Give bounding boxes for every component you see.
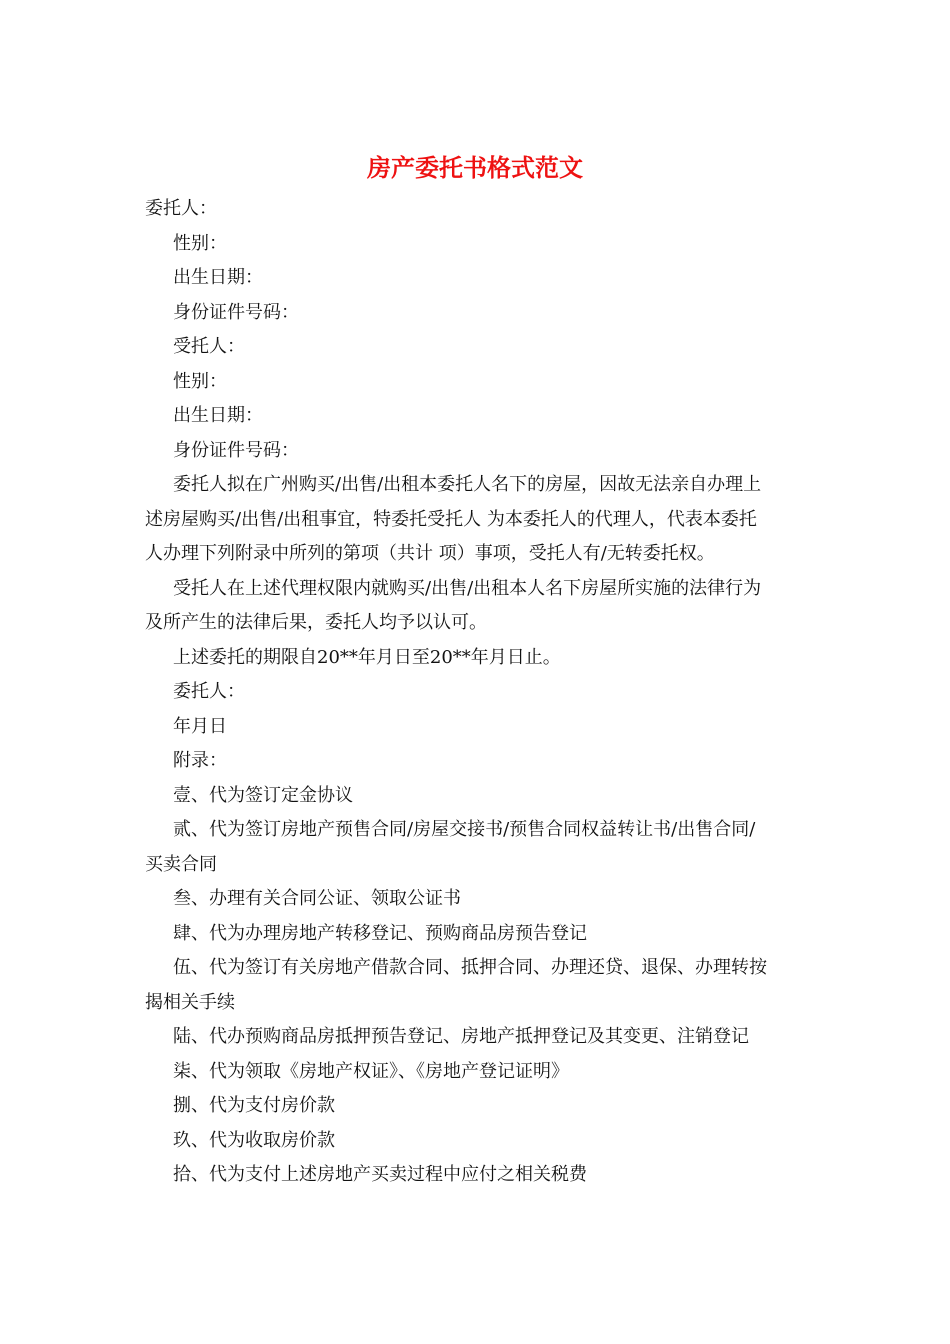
principal-label: 委托人： bbox=[145, 198, 217, 219]
appendix-item: 陆、代办预购商品房抵押预告登记、房地产抵押登记及其变更、注销登记 bbox=[173, 1026, 749, 1047]
appendix-item: 柒、代为领取《房地产权证》、《房地产登记证明》 bbox=[173, 1060, 569, 1082]
liability-paragraph bbox=[145, 572, 810, 641]
signature-label: 委托人： bbox=[173, 681, 245, 702]
paragraph-line: 及所产生的法律后果，委托人均予以认可。 bbox=[145, 612, 487, 633]
agent-birthdate-field: 出生日期： bbox=[173, 405, 263, 426]
principal-gender-field: 性别： bbox=[173, 232, 227, 254]
appendix-item: 拾、代为支付上述房地产买卖过程中应付之相关税费 bbox=[173, 1164, 587, 1185]
appendix-item: 捌、代为支付房价款 bbox=[173, 1095, 335, 1116]
appendix-item: 玖、代为收取房价款 bbox=[173, 1129, 335, 1151]
appendix-item-continuation: 买卖合同 bbox=[145, 853, 217, 875]
paragraph-line: 述房屋购买/出售/出租事宜，特委托受托人 为本委托人的代理人，代表本委托 bbox=[145, 508, 757, 530]
appendix-item: 壹、代为签订定金协议 bbox=[173, 784, 353, 806]
paragraph-line: 受托人在上述代理权限内就购买/出售/出租本人名下房屋所实施的法律行为 bbox=[173, 577, 762, 599]
term-paragraph: 上述委托的期限自20**年月日至20**年月日止。 bbox=[173, 646, 561, 668]
agent-label: 受托人： bbox=[173, 336, 245, 357]
agent-id-number-field: 身份证件号码： bbox=[173, 439, 299, 461]
appendix-item: 叁、办理有关合同公证、领取公证书 bbox=[173, 888, 461, 909]
principal-birthdate-field: 出生日期： bbox=[173, 267, 263, 288]
paragraph-line: 委托人拟在广州购买/出售/出租本委托人名下的房屋，因故无法亲自办理上 bbox=[173, 474, 762, 495]
appendix-item-continuation: 揭相关手续 bbox=[145, 991, 235, 1013]
appendix-item: 伍、代为签订有关房地产借款合同、抵押合同、办理还贷、退保、办理转按 bbox=[173, 957, 767, 978]
agent-gender-field: 性别： bbox=[173, 370, 227, 392]
appendix-item: 肆、代为办理房地产转移登记、预购商品房预告登记 bbox=[173, 922, 587, 944]
document-title: 房产委托书格式范文 bbox=[367, 153, 583, 182]
document-body bbox=[145, 192, 810, 1193]
principal-id-number-field: 身份证件号码： bbox=[173, 301, 299, 323]
authorization-paragraph bbox=[145, 468, 810, 572]
signature-date: 年月日 bbox=[173, 715, 227, 737]
appendix-label: 附录： bbox=[173, 750, 227, 771]
appendix-item: 贰、代为签订房地产预售合同/房屋交接书/预售合同权益转让书/出售合同/ bbox=[173, 819, 756, 840]
paragraph-line: 人办理下列附录中所列的第项（共计 项）事项，受托人有/无转委托权。 bbox=[145, 543, 715, 564]
